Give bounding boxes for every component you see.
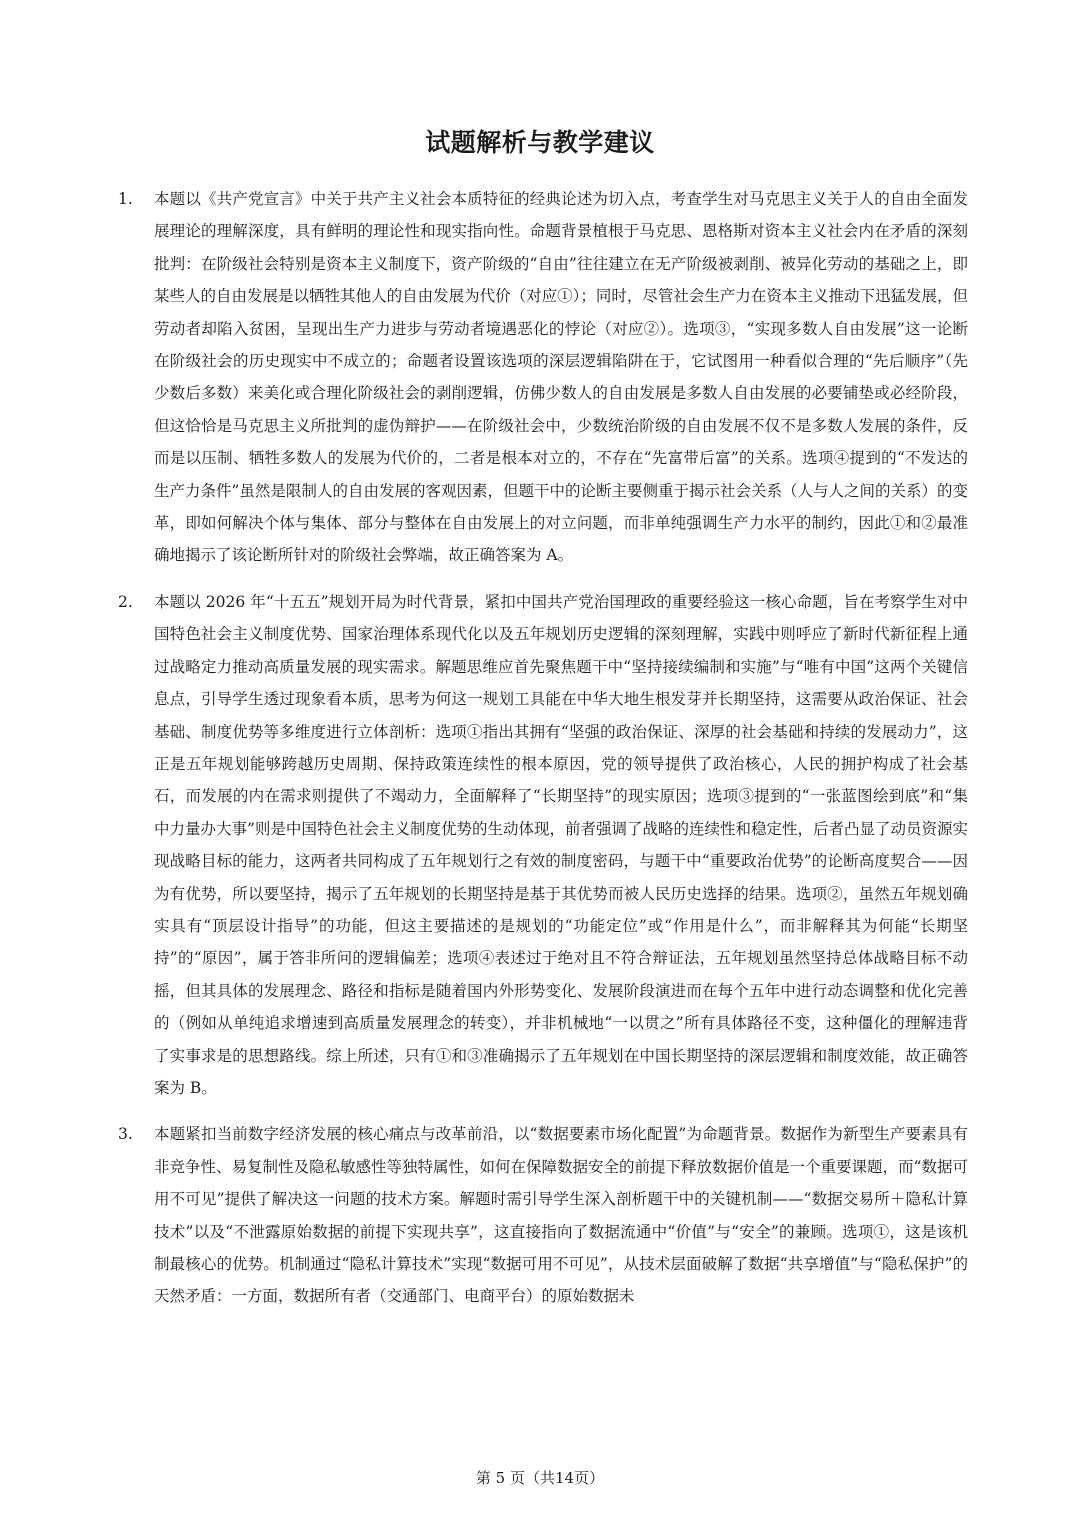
- item-number: 3.: [118, 1125, 133, 1144]
- item-text: 本题以《共产党宣言》中关于共产主义社会本质特征的经典论述为切入点，考查学生对马克思主义关于人的自由全面发展理论的理解深度，具有鲜明的理论性和现实指向性。命题背景植根于马克思、恩格斯对资本主义社会内在矛盾的深刻批判：在阶级社会特别是资本主义制度下，资产阶级的“自由”往往建立在无产阶级被剥削、被异化劳动的基础之上，即某些人的自由发展是以牺牲其他人的自由发展为代价（对应①）；同时，尽管社会生产力在资本主义推动下迅猛发展，但劳动者却陷入贫困，呈现出生产力进步与劳动者境遇恶化的悖论（对应②）。选项③，“实现多数人自由发展”这一论断在阶级社会的历史现实中不成立的；命题者设置该选项的深层逻辑陷阱在于，它试图用一种看似合理的“先后顺序”（先少数后多数）来美化或合理化阶级社会的剥削逻辑，仿佛少数人的自由发展是多数人自由发展的必要铺垫或必经阶段，但这恰恰是马克思主义所批判的虚伪辩护——在阶级社会中，少数统治阶级的自由发展不仅不是多数人发展的条件，反而是以压制、牺牲多数人的发展为代价的，二者是根本对立的，不存在“先富带后富”的关系。选项④提到的“不发达的生产力条件”虽然是限制人的自由发展的客观因素，但题干中的论断主要侧重于揭示社会关系（人与人之间的关系）的变革，即如何解决个体与集体、部分与整体在自由发展上的对立问题，而非单纯强调生产力水平的制约，因此①和②最准确地揭示了该论断所针对的阶级社会弊端，故正确答案为 A。: [154, 190, 968, 565]
- item-text: 本题紧扣当前数字经济发展的核心痛点与改革前沿，以“数据要素市场化配置”为命题背景。数据作为新型生产要素具有非竞争性、易复制性及隐私敏感性等独特属性，如何在保障数据安全的前提下释放数据价值是一个重要课题，而“数据可用不可见”提供了解决这一问题的技术方案。解题时需引导学生深入剖析题干中的关键机制——“数据交易所＋隐私计算技术”以及“不泄露原始数据的前提下实现共享”，这直接指向了数据流通中“价值”与“安全”的兼顾。选项①，这是该机制最核心的优势。机制通过“隐私计算技术”实现“数据可用不可见”，从技术层面破解了数据“共享增值”与“隐私保护”的天然矛盾：一方面，数据所有者（交通部门、电商平台）的原始数据未: [154, 1125, 968, 1306]
- page-title: 试题解析与教学建议: [425, 128, 655, 157]
- analysis-item-2: [118, 586, 968, 1105]
- analysis-item-1: [118, 183, 968, 572]
- page-footer: 第 5 页（共14页）: [475, 1469, 605, 1487]
- item-number: 2.: [118, 592, 133, 611]
- item-number: 1.: [118, 190, 133, 208]
- analysis-item-3: [118, 1118, 968, 1312]
- item-text: 本题以 2026 年“十五五”规划开局为时代背景，紧扣中国共产党治国理政的重要经验这一核心命题，旨在考察学生对中国特色社会主义制度优势、国家治理体系现代化以及五年规划历史逻辑的深刻理解，实践中则呼应了新时代新征程上通过战略定力推动高质量发展的现实需求。解题思维应首先聚焦题干中“坚持接续编制和实施”与“唯有中国”这两个关键信息点，引导学生透过现象看本质，思考为何这一规划工具能在中华大地生根发芽并长期坚持，这需要从政治保证、社会基础、制度优势等多维度进行立体剖析：选项①指出其拥有“坚强的政治保证、深厚的社会基础和持续的发展动力”，这正是五年规划能够跨越历史周期、保持政策连续性的根本原因，党的领导提供了政治核心，人民的拥护构成了社会基石，而发展的内在需求则提供了不竭动力，全面解释了“长期坚持”的现实原因；选项③提到的“一张蓝图绘到底”和“集中力量办大事”则是中国特色社会主义制度优势的生动体现，前者强调了战略的连续性和稳定性，后者凸显了动员资源实现战略目标的能力，这两者共同构成了五年规划行之有效的制度密码，与题干中“重要政治优势”的论断高度契合——因为有优势，所以要坚持，揭示了五年规划的长期坚持是基于其优势而被人民历史选择的结果。选项②，虽然五年规划确实具有“顶层设计指导”的功能，但这主要描述的是规划的“功能定位”或“作用是什么”，而非解释其为何能“长期坚持”的“原因”，属于答非所问的逻辑偏差；选项④表述过于绝对且不符合辩证法，五年规划虽然坚持总体战略目标不动摇，但其具体的发展理念、路径和指标是随着国内外形势变化、发展阶段演进而在每个五年中进行动态调整和优化完善的（例如从单纯追求增速到高质量发展理念的转变），并非机械地“一以贯之”所有具体路径不变，这种僵化的理解违背了实事求是的思想路线。综上所述，只有①和③准确揭示了五年规划在中国长期坚持的深层逻辑和制度效能，故正确答案为 B。: [154, 592, 968, 1097]
- analysis-list: [118, 183, 968, 1327]
